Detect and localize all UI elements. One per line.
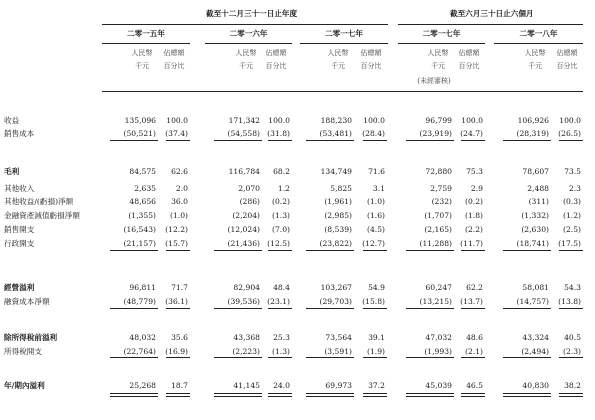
subtotal-rule — [363, 140, 387, 141]
amount-cell: 134,749 — [320, 167, 352, 176]
subtotal-rule — [503, 308, 551, 309]
subtotal-rule — [406, 140, 454, 141]
percent-cell: (31.8) — [267, 129, 290, 138]
amount-cell: 2,488 — [527, 184, 549, 193]
thousand-label: 千元 — [239, 62, 253, 70]
amount-cell: 82,904 — [233, 283, 260, 292]
pct-label-top: 佔總額 — [360, 49, 382, 57]
amount-cell: 5,825 — [330, 184, 352, 193]
amount-cell: (2,223) — [232, 347, 260, 356]
subtotal-rule — [406, 250, 454, 251]
unaudited-label: (未經審核) — [417, 77, 451, 85]
percent-cell: (12.5) — [267, 239, 290, 248]
percent-cell: 100.0 — [559, 116, 581, 125]
amount-cell: 188,230 — [320, 116, 352, 125]
percent-cell: (1.2) — [562, 211, 581, 220]
percent-cell: 40.5 — [564, 333, 581, 342]
percent-cell: 18.7 — [171, 381, 188, 390]
percent-cell: 68.2 — [273, 167, 290, 176]
amount-cell: (14,757) — [516, 297, 549, 306]
percent-cell: 73.5 — [564, 167, 581, 176]
percent-cell: 71.6 — [368, 167, 385, 176]
percent-cell: (15.8) — [362, 297, 385, 306]
amount-cell: 84,575 — [129, 167, 156, 176]
row-label: 除所得稅前溢利 — [4, 333, 58, 342]
row-label: 毛利 — [4, 167, 20, 176]
amount-cell: (13,215) — [419, 297, 452, 306]
subtotal-rule — [268, 250, 292, 251]
amount-cell: (1,332) — [521, 211, 549, 220]
amount-cell: 73,564 — [325, 333, 352, 342]
subtotal-rule — [503, 357, 551, 358]
amount-cell: 48,032 — [129, 333, 156, 342]
amount-cell: (54,558) — [227, 129, 260, 138]
percent-cell: 71.7 — [171, 283, 188, 292]
amount-cell: (48,779) — [123, 297, 156, 306]
percent-cell: (2.3) — [562, 347, 581, 356]
percent-cell: (0.2) — [271, 197, 290, 206]
total-double-rule — [406, 393, 454, 397]
rmb-label: 人民幣 — [131, 49, 153, 57]
amount-cell: (12,024) — [227, 225, 260, 234]
amount-cell: (23,919) — [419, 129, 452, 138]
percent-cell: 100.0 — [461, 116, 483, 125]
percent-cell: 39.1 — [368, 333, 385, 342]
percent-cell: 3.1 — [372, 184, 385, 193]
thousand-label: 千元 — [528, 62, 542, 70]
percent-cell: (24.7) — [460, 129, 483, 138]
amount-cell: 69,973 — [325, 381, 352, 390]
percent-cell: 54.9 — [368, 283, 385, 292]
year-header: 二零一七年 — [325, 29, 363, 38]
subtotal-rule — [559, 357, 583, 358]
percent-cell: (1.8) — [464, 211, 483, 220]
amount-cell: 2,070 — [238, 184, 260, 193]
amount-cell: 171,342 — [228, 116, 260, 125]
subtotal-rule — [559, 140, 583, 141]
percent-cell: 100.0 — [363, 116, 385, 125]
percent-cell: (1.3) — [271, 347, 290, 356]
year-header: 二零一五年 — [127, 29, 165, 38]
percent-cell: (1.3) — [271, 211, 290, 220]
amount-cell: 43,324 — [522, 333, 549, 342]
total-double-rule — [166, 393, 190, 397]
subtotal-rule — [110, 140, 158, 141]
amount-cell: (18,741) — [516, 239, 549, 248]
amount-cell: 96,799 — [425, 116, 452, 125]
percent-cell: (37.4) — [165, 129, 188, 138]
percent-cell: 37.2 — [368, 381, 385, 390]
rmb-label: 人民幣 — [235, 49, 257, 57]
row-label: 其他收益/(虧損)淨額 — [4, 197, 74, 206]
percent-cell: (2.2) — [464, 225, 483, 234]
six-months-header: 截至六月三十日止六個月 — [450, 9, 534, 18]
percent-cell: (28.4) — [362, 129, 385, 138]
percent-cell: 2.0 — [175, 184, 188, 193]
amount-cell: 43,368 — [233, 333, 260, 342]
percent-cell: (13.8) — [558, 297, 581, 306]
percent-cell: 25.3 — [273, 333, 290, 342]
subtotal-rule — [306, 308, 354, 309]
row-label: 年/期內溢利 — [4, 381, 45, 390]
percent-cell: 2.3 — [568, 184, 581, 193]
amount-cell: (2,204) — [232, 211, 260, 220]
percent-cell: (13.7) — [460, 297, 483, 306]
percent-cell: 75.3 — [466, 167, 483, 176]
amount-cell: (1,355) — [128, 211, 156, 220]
amount-cell: (29,703) — [319, 297, 352, 306]
year-header: 二零一八年 — [519, 29, 558, 38]
subtotal-rule — [363, 357, 387, 358]
pct-label-bottom: 百分比 — [556, 62, 578, 70]
year-rule — [494, 43, 583, 44]
subtotal-rule — [166, 357, 190, 358]
amount-cell: 25,268 — [129, 381, 156, 390]
subtotal-rule — [461, 140, 485, 141]
amount-cell: 135,096 — [124, 116, 156, 125]
total-double-rule — [268, 393, 292, 397]
full-year-rule — [102, 24, 388, 25]
subtotal-rule — [306, 250, 354, 251]
pct-label-bottom: 百分比 — [360, 62, 382, 70]
amount-cell: (2,494) — [521, 347, 549, 356]
amount-cell: 45,039 — [425, 381, 452, 390]
subtotal-rule — [363, 308, 387, 309]
subtotal-rule — [110, 250, 158, 251]
subtotal-rule — [306, 140, 354, 141]
subtotal-rule — [461, 250, 485, 251]
amount-cell: 103,267 — [320, 283, 352, 292]
total-double-rule — [461, 393, 485, 397]
amount-cell: 40,830 — [522, 381, 549, 390]
thousand-label: 千元 — [135, 62, 149, 70]
total-double-rule — [363, 393, 387, 397]
amount-cell: 72,880 — [425, 167, 452, 176]
percent-cell: 100.0 — [268, 116, 290, 125]
amount-cell: 60,247 — [425, 283, 452, 292]
amount-cell: (232) — [431, 197, 452, 206]
percent-cell: (17.5) — [558, 239, 581, 248]
subtotal-rule — [166, 140, 190, 141]
subtotal-rule — [214, 308, 262, 309]
percent-cell: 35.6 — [171, 333, 188, 342]
subtotal-rule — [166, 250, 190, 251]
amount-cell: (286) — [239, 197, 260, 206]
row-label: 銷售成本 — [4, 129, 35, 138]
percent-cell: 62.2 — [466, 283, 483, 292]
subtotal-rule — [461, 308, 485, 309]
amount-cell: 116,784 — [228, 167, 260, 176]
amount-cell: (2,165) — [424, 225, 452, 234]
subtotal-rule — [559, 308, 583, 309]
row-label: 所得稅開支 — [4, 347, 42, 356]
subtotal-rule — [503, 140, 551, 141]
row-label: 行政開支 — [4, 239, 35, 248]
full-year-header: 截至十二月三十一日止年度 — [206, 9, 298, 18]
percent-cell: (1.9) — [366, 347, 385, 356]
subtotal-rule — [559, 250, 583, 251]
six-months-rule — [398, 24, 583, 25]
percent-cell: (12.2) — [165, 225, 188, 234]
percent-cell: 100.0 — [166, 116, 188, 125]
amount-cell: 2,759 — [430, 184, 452, 193]
header-bottom-rule — [102, 91, 583, 92]
percent-cell: (12.7) — [362, 239, 385, 248]
percent-cell: (0.3) — [562, 197, 581, 206]
amount-cell: (11,288) — [419, 239, 452, 248]
subtotal-rule — [214, 140, 262, 141]
total-double-rule — [306, 393, 354, 397]
percent-cell: (15.7) — [165, 239, 188, 248]
amount-cell: (53,481) — [319, 129, 352, 138]
subtotal-rule — [306, 357, 354, 358]
amount-cell: (3,591) — [324, 347, 352, 356]
percent-cell: (1.0) — [169, 211, 188, 220]
amount-cell: (21,157) — [123, 239, 156, 248]
amount-cell: (8,539) — [324, 225, 352, 234]
percent-cell: (0.2) — [464, 197, 483, 206]
amount-cell: (1,961) — [324, 197, 352, 206]
percent-cell: 48.4 — [273, 283, 290, 292]
year-rule — [205, 43, 292, 44]
pct-label-top: 佔總額 — [458, 49, 480, 57]
amount-cell: (39,536) — [227, 297, 260, 306]
amount-cell: (22,764) — [123, 347, 156, 356]
percent-cell: 48.6 — [466, 333, 483, 342]
amount-cell: 78,607 — [522, 167, 549, 176]
row-label: 其他收入 — [4, 184, 35, 193]
amount-cell: 2,635 — [134, 184, 156, 193]
percent-cell: (2.5) — [562, 225, 581, 234]
row-label: 金融資產減值虧損淨額 — [4, 211, 80, 220]
year-header: 二零一六年 — [229, 29, 268, 38]
amount-cell: (1,707) — [424, 211, 452, 220]
total-double-rule — [214, 393, 262, 397]
rmb-label: 人民幣 — [327, 49, 349, 57]
subtotal-rule — [110, 357, 158, 358]
year-rule — [398, 43, 485, 44]
subtotal-rule — [363, 250, 387, 251]
subtotal-rule — [110, 308, 158, 309]
row-label: 融資成本淨額 — [4, 297, 50, 306]
amount-cell: (2,985) — [324, 211, 352, 220]
percent-cell: (26.5) — [558, 129, 581, 138]
subtotal-rule — [268, 140, 292, 141]
amount-cell: (23,822) — [319, 239, 352, 248]
row-label: 經營溢利 — [4, 283, 35, 292]
percent-cell: (4.5) — [366, 225, 385, 234]
subtotal-rule — [268, 357, 292, 358]
amount-cell: (1,993) — [424, 347, 452, 356]
thousand-label: 千元 — [431, 62, 445, 70]
pct-label-bottom: 百分比 — [265, 62, 287, 70]
pct-label-top: 佔總額 — [556, 49, 578, 57]
subtotal-rule — [406, 308, 454, 309]
percent-cell: (1.0) — [366, 197, 385, 206]
amount-cell: (16,543) — [123, 225, 156, 234]
percent-cell: 1.2 — [277, 184, 290, 193]
amount-cell: 106,926 — [517, 116, 549, 125]
amount-cell: 41,145 — [233, 381, 260, 390]
pct-label-top: 佔總額 — [163, 49, 185, 57]
percent-cell: (23.1) — [267, 297, 290, 306]
percent-cell: (16.9) — [165, 347, 188, 356]
total-double-rule — [559, 393, 583, 397]
subtotal-rule — [166, 308, 190, 309]
total-double-rule — [503, 393, 551, 397]
subtotal-rule — [503, 250, 551, 251]
year-header: 二零一七年 — [422, 29, 461, 38]
amount-cell: (50,521) — [123, 129, 156, 138]
row-label: 銷售開支 — [4, 225, 35, 234]
amount-cell: 58,081 — [522, 283, 549, 292]
subtotal-rule — [268, 308, 292, 309]
pct-label-bottom: 百分比 — [458, 62, 480, 70]
pct-label-bottom: 百分比 — [163, 62, 185, 70]
percent-cell: (11.7) — [460, 239, 483, 248]
subtotal-rule — [461, 357, 485, 358]
amount-cell: (311) — [528, 197, 549, 206]
total-double-rule — [110, 393, 158, 397]
rmb-label: 人民幣 — [427, 49, 449, 57]
percent-cell: (7.0) — [271, 225, 290, 234]
percent-cell: 46.5 — [466, 381, 483, 390]
percent-cell: (2.1) — [464, 347, 483, 356]
percent-cell: (36.1) — [165, 297, 188, 306]
row-label: 收益 — [4, 116, 20, 125]
subtotal-rule — [406, 357, 454, 358]
thousand-label: 千元 — [331, 62, 345, 70]
pct-label-top: 佔總額 — [265, 49, 287, 57]
percent-cell: 62.6 — [171, 167, 188, 176]
year-rule — [102, 43, 190, 44]
amount-cell: 47,032 — [425, 333, 452, 342]
amount-cell: (28,319) — [516, 129, 549, 138]
amount-cell: (21,436) — [227, 239, 260, 248]
percent-cell: 54.3 — [564, 283, 581, 292]
rmb-label: 人民幣 — [524, 49, 546, 57]
amount-cell: 48,656 — [129, 197, 156, 206]
year-rule — [300, 43, 388, 44]
subtotal-rule — [214, 250, 262, 251]
percent-cell: 36.0 — [171, 197, 188, 206]
percent-cell: 38.2 — [564, 381, 581, 390]
percent-cell: 2.9 — [470, 184, 483, 193]
amount-cell: 96,811 — [129, 283, 156, 292]
subtotal-rule — [214, 357, 262, 358]
percent-cell: (1.6) — [366, 211, 385, 220]
amount-cell: (2,630) — [521, 225, 549, 234]
percent-cell: 24.0 — [273, 381, 290, 390]
